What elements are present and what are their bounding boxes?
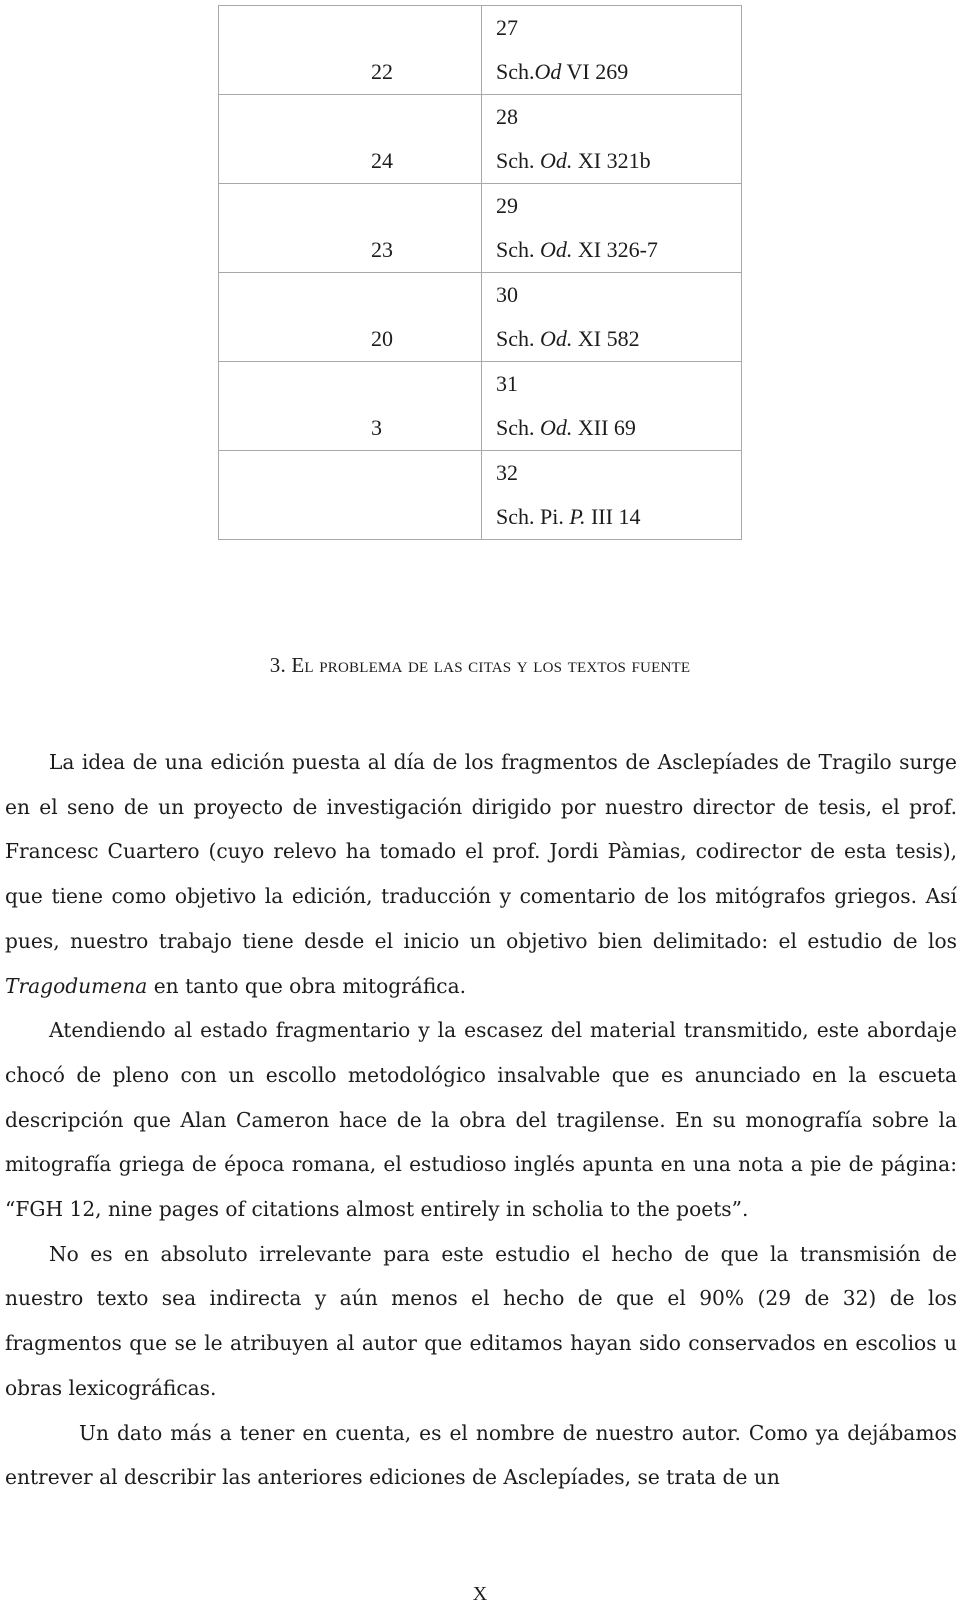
- table-cell-citation: [482, 184, 742, 273]
- paragraph-4: Un dato más a tener en cuenta, es el nombre de nuestro autor. Como ya dejábamos entrever al describir las anteriores ediciones de Asclepíades, se trata de un: [5, 1420, 957, 1490]
- table-cell-citation: [482, 6, 742, 95]
- citation-line: Sch.Od VI 269: [496, 59, 629, 84]
- table-cell-edition-number: 3: [219, 362, 482, 451]
- citation-line: 28: [496, 104, 518, 129]
- work-abbreviation: Od.: [540, 237, 573, 262]
- paragraph-3: No es en absoluto irrelevante para este estudio el hecho de que la transmisión de nuestro texto sea indirecta y aún menos el hecho de que el 90% (29 de 32) de los fragmentos que se le atribuyen al autor que editamos hayan sido conservados en escolios u obras lexicográficas.: [5, 1241, 957, 1400]
- table-cell-citation: [482, 273, 742, 362]
- table-cell-edition-number: [219, 451, 482, 540]
- body-text: [5, 740, 957, 1500]
- citation-line: Sch. Od. XI 326-7: [496, 237, 658, 262]
- citation-line: 31: [496, 371, 518, 396]
- citation-line: 27: [496, 15, 518, 40]
- work-abbreviation: Od.: [540, 326, 573, 351]
- section-heading-text: 3. El problema de las citas y los textos fuente: [269, 653, 691, 677]
- table-cell-citation: [482, 95, 742, 184]
- work-abbreviation: Od: [534, 59, 562, 84]
- table-cell-citation: [482, 451, 742, 540]
- table-cell-edition-number: 24: [219, 95, 482, 184]
- section-heading: [0, 653, 960, 678]
- paragraph-1: [5, 740, 957, 1008]
- table-cell-edition-number: 22: [219, 6, 482, 95]
- citation-line: 29: [496, 193, 518, 218]
- table-row: [219, 95, 742, 184]
- work-abbreviation: Od.: [540, 148, 573, 173]
- work-title-italic: Tragodumena: [5, 973, 148, 998]
- citation-line: 32: [496, 460, 518, 485]
- work-abbreviation: Od.: [540, 415, 573, 440]
- table-row: [219, 184, 742, 273]
- table-cell-edition-number: 23: [219, 184, 482, 273]
- citation-line: 30: [496, 282, 518, 307]
- table-row: [219, 451, 742, 540]
- fragments-table: [218, 5, 742, 540]
- paragraph-2: Atendiendo al estado fragmentario y la escasez del material transmitido, este abordaje chocó de pleno con un escollo metodológico insalvable que es anunciado en la escueta descripción que Alan Cameron hace de la obra del tragilense. En su monografía sobre la mitografía griega de época romana, el estudioso inglés apunta en una nota a pie de página: “FGH 12, nine pages of citations almost entirely in scholia to the poets”.: [5, 1018, 957, 1222]
- table-row: [219, 273, 742, 362]
- citation-line: Sch. Od. XII 69: [496, 415, 636, 440]
- citation-line: Sch. Pi. P. III 14: [496, 504, 641, 529]
- work-abbreviation: P.: [569, 504, 586, 529]
- table-row: [219, 362, 742, 451]
- paragraph-1-part-1: La idea de una edición puesta al día de los fragmentos de Asclepíades de Tragilo surge en el seno de un proyecto de investigación dirigido por nuestro director de tesis, el prof. Francesc Cuartero (cuyo relevo ha tomado el prof. Jordi Pàmias, codirector de esta tesis), que tiene como objetivo la edición, traducción y comentario de los mitógrafos griegos. Así pues, nuestro trabajo tiene desde el inicio un objetivo bien delimitado: el estudio de los: [5, 750, 957, 953]
- table-cell-citation: [482, 362, 742, 451]
- citation-line: Sch. Od. XI 582: [496, 326, 640, 351]
- paragraph-1-part-2: en tanto que obra mitográfica.: [147, 973, 467, 998]
- table-row: [219, 6, 742, 95]
- page-number: X: [472, 1583, 488, 1605]
- table-cell-edition-number: 20: [219, 273, 482, 362]
- citation-line: Sch. Od. XI 321b: [496, 148, 651, 173]
